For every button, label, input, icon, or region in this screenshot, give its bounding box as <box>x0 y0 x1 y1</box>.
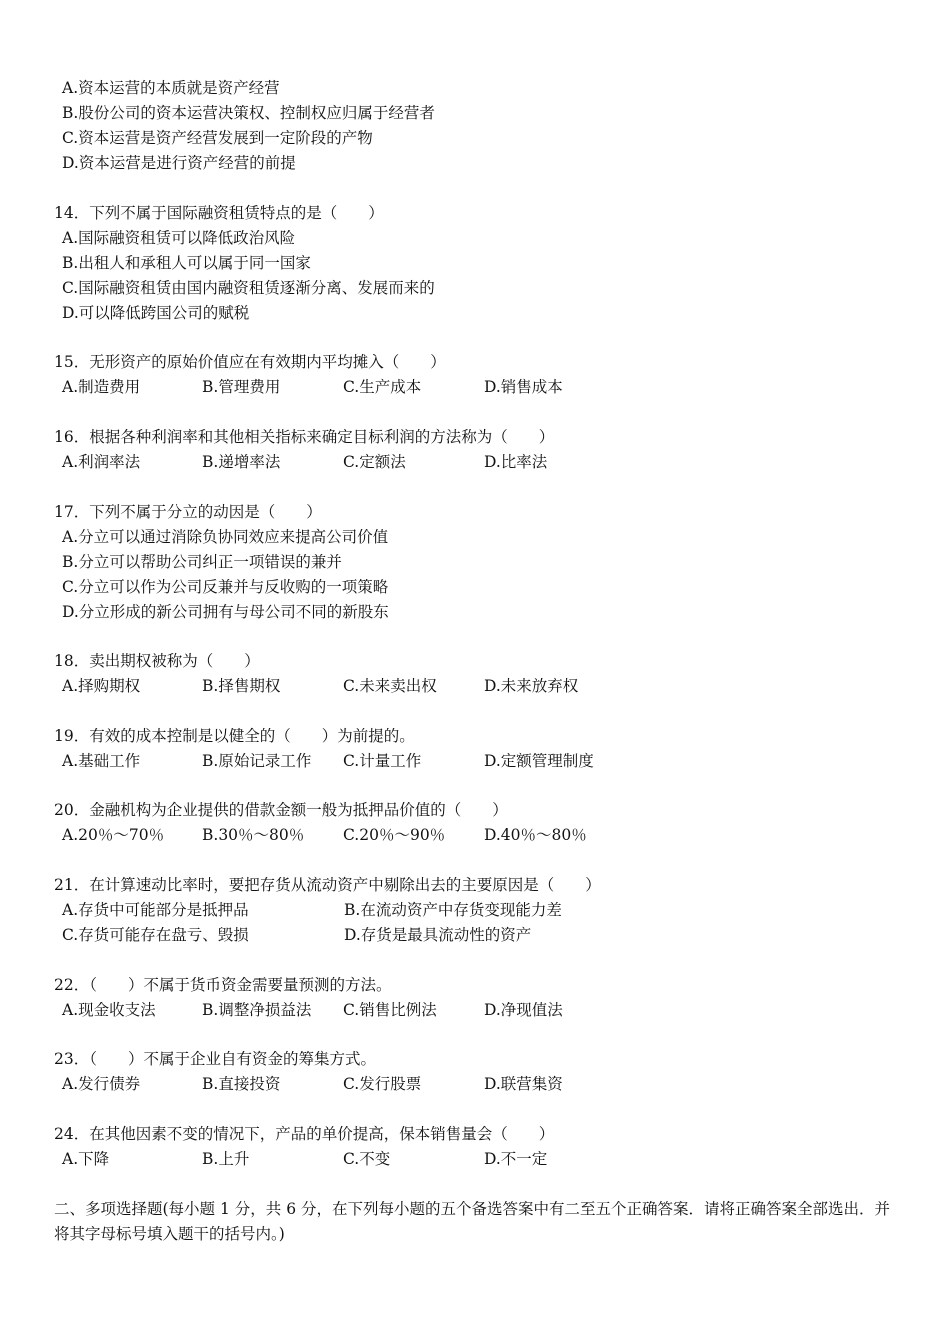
q20-option-d: D.40％～80％ <box>484 826 587 844</box>
q20-stem: 20．金融机构为企业提供的借款金额一般为抵押品价值的（ ） <box>54 801 508 819</box>
q22-option-a: A.现金收支法 <box>62 1001 156 1019</box>
q17-option-a: A.分立可以通过消除负协同效应来提高公司价值 <box>62 528 389 546</box>
q23-option-a: A.发行债券 <box>62 1075 141 1093</box>
q22-option-b: B.调整净损益法 <box>202 1001 312 1019</box>
q23-stem: 23．（ ）不属于企业自有资金的筹集方式。 <box>54 1050 376 1068</box>
q19-option-c: C.计量工作 <box>343 752 422 770</box>
q18-option-c: C.未来卖出权 <box>343 677 437 695</box>
q15-option-a: A.制造费用 <box>62 378 141 396</box>
q18-option-a: A.择购期权 <box>62 677 141 695</box>
q15-option-d: D.销售成本 <box>484 378 563 396</box>
q15-option-b: B.管理费用 <box>202 378 281 396</box>
q17-stem: 17．下列不属于分立的动因是（ ） <box>54 503 322 521</box>
q14-option-d: D.可以降低跨国公司的赋税 <box>62 304 250 322</box>
q16-option-c: C.定额法 <box>343 453 406 471</box>
q23-option-b: B.直接投资 <box>202 1075 281 1093</box>
q13-option-c: C.资本运营是资产经营发展到一定阶段的产物 <box>62 129 373 147</box>
section-2-heading: 二、多项选择题(每小题 1 分，共 6 分，在下列每小题的五个备选答案中有二至五个正确答案．请将正确答案全部选出．并将其字母标号填入题干的括号内。) <box>54 1200 890 1243</box>
q19-stem: 19．有效的成本控制是以健全的（ ）为前提的。 <box>54 727 415 745</box>
q18-option-d: D.未来放弃权 <box>484 677 579 695</box>
q16-option-a: A.利润率法 <box>62 453 141 471</box>
q22-stem: 22．（ ）不属于货币资金需要量预测的方法。 <box>54 976 392 994</box>
q20-option-a: A.20％～70％ <box>62 826 165 844</box>
q20-option-b: B.30％～80％ <box>202 826 305 844</box>
q14-option-b: B.出租人和承租人可以属于同一国家 <box>62 254 311 272</box>
q15-stem: 15．无形资产的原始价值应在有效期内平均摊入（ ） <box>54 353 446 371</box>
q16-option-b: B.递增率法 <box>202 453 281 471</box>
q18-stem: 18．卖出期权被称为（ ） <box>54 652 260 670</box>
q21-option-a: A.存货中可能部分是抵押品 <box>62 901 249 919</box>
q16-option-d: D.比率法 <box>484 453 548 471</box>
q16-stem: 16．根据各种利润率和其他相关指标来确定目标利润的方法称为（ ） <box>54 428 555 446</box>
q17-option-d: D.分立形成的新公司拥有与母公司不同的新股东 <box>62 603 389 621</box>
q15-option-c: C.生产成本 <box>343 378 422 396</box>
q22-option-c: C.销售比例法 <box>343 1001 437 1019</box>
q19-option-b: B.原始记录工作 <box>202 752 312 770</box>
q23-option-d: D.联营集资 <box>484 1075 563 1093</box>
q17-option-b: B.分立可以帮助公司纠正一项错误的兼并 <box>62 553 342 571</box>
q24-option-b: B.上升 <box>202 1150 250 1168</box>
q21-stem: 21．在计算速动比率时，要把存货从流动资产中剔除出去的主要原因是（ ） <box>54 876 601 894</box>
q24-option-d: D.不一定 <box>484 1150 548 1168</box>
q24-option-a: A.下降 <box>62 1150 110 1168</box>
q14-stem: 14．下列不属于国际融资租赁特点的是（ ） <box>54 204 384 222</box>
q19-option-a: A.基础工作 <box>62 752 141 770</box>
q18-option-b: B.择售期权 <box>202 677 281 695</box>
q21-option-d: D.存货是最具流动性的资产 <box>344 926 532 944</box>
q13-option-b: B.股份公司的资本运营决策权、控制权应归属于经营者 <box>62 104 435 122</box>
q13-option-a: A.资本运营的本质就是资产经营 <box>62 79 280 97</box>
q14-option-a: A.国际融资租赁可以降低政治风险 <box>62 229 296 247</box>
q20-option-c: C.20％～90％ <box>343 826 446 844</box>
q24-stem: 24．在其他因素不变的情况下，产品的单价提高，保本销售量会（ ） <box>54 1125 555 1143</box>
q19-option-d: D.定额管理制度 <box>484 752 594 770</box>
q21-option-c: C.存货可能存在盘亏、毁损 <box>62 926 249 944</box>
q17-option-c: C.分立可以作为公司反兼并与反收购的一项策略 <box>62 578 389 596</box>
q22-option-d: D.净现值法 <box>484 1001 563 1019</box>
q14-option-c: C.国际融资租赁由国内融资租赁逐渐分离、发展而来的 <box>62 279 435 297</box>
q13-option-d: D.资本运营是进行资产经营的前提 <box>62 154 296 172</box>
q21-option-b: B.在流动资产中存货变现能力差 <box>344 901 562 919</box>
q24-option-c: C.不变 <box>343 1150 391 1168</box>
q23-option-c: C.发行股票 <box>343 1075 422 1093</box>
